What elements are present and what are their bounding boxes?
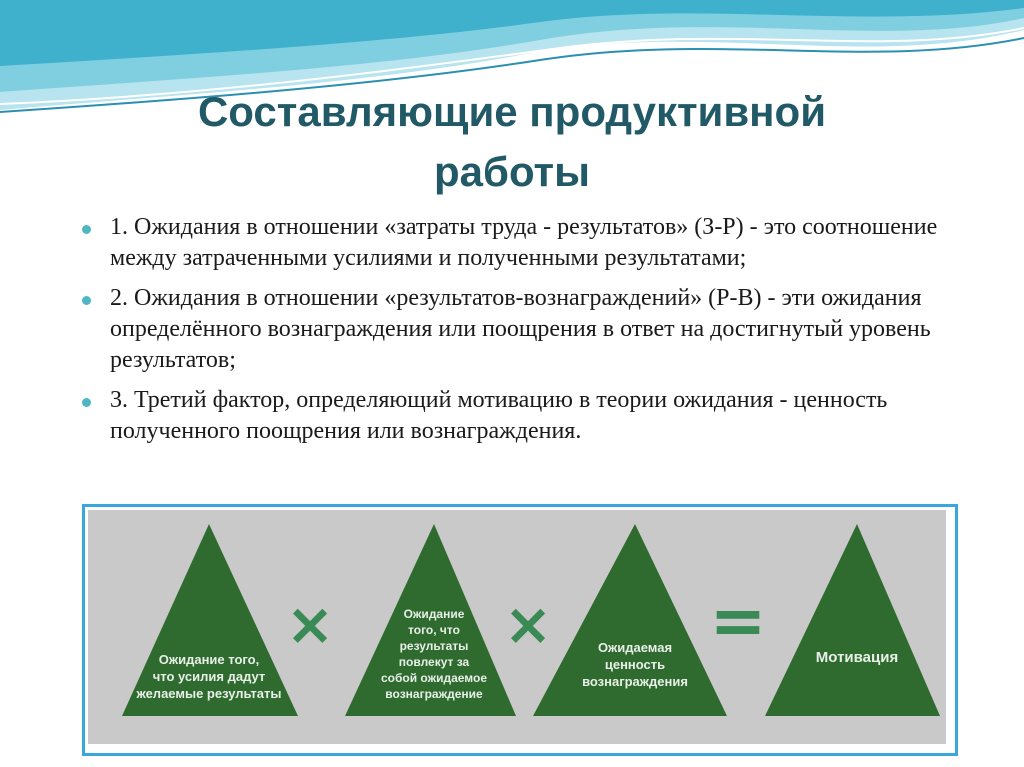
triangle-label: желаемые результаты [136,686,282,701]
bullet-item [78,385,978,447]
triangle-label: повлекут за [398,655,470,669]
triangle-label: того, что [408,623,460,637]
bullet-text: 2. Ожидания в отношении «результатов-вознаграждений» (Р-В) - эти ожидания определённого вознаграждения или поощрения в ответ на достигнутый уровень результатов; [110,285,931,373]
triangle-label: Ожидание того, [158,652,260,667]
triangle-shape [765,524,940,716]
title-line-1: Составляющие продуктивной [197,88,827,135]
bullet-text: 3. Третий фактор, определяющий мотивацию в теории ожидания - ценность полученного поощрения или вознаграждения. [110,387,888,444]
triangle-label: Ожидаемая [597,640,673,655]
slide-title [120,82,904,202]
bullet-item [78,283,978,376]
bullet-dot-icon [82,225,91,234]
bullet-item [78,212,978,274]
multiply-operator: × [285,590,335,658]
title-line-2: работы [433,148,590,195]
triangle-label: собой ожидаемое [380,671,488,685]
triangle-label: вознаграждение [385,687,483,701]
triangle-label: Мотивация [815,649,899,666]
motivation-diagram [82,504,958,756]
bullet-text: 1. Ожидания в отношении «затраты труда - результатов» (З-Р) - это соотношение между затраченными усилиями и полученными результатами; [110,214,938,271]
diagram-canvas [82,504,958,756]
triangle-label: ценность [604,657,666,672]
equals-operator: = [709,582,767,661]
bullet-dot-icon [82,296,91,305]
triangle-label: Ожидание [403,607,465,621]
triangle-label: что усилия дадут [152,669,266,684]
multiply-operator: × [503,590,553,658]
bullet-list [78,212,978,456]
triangle-label: результаты [399,639,469,653]
bullet-dot-icon [82,398,91,407]
triangle-label: вознаграждения [582,674,688,689]
